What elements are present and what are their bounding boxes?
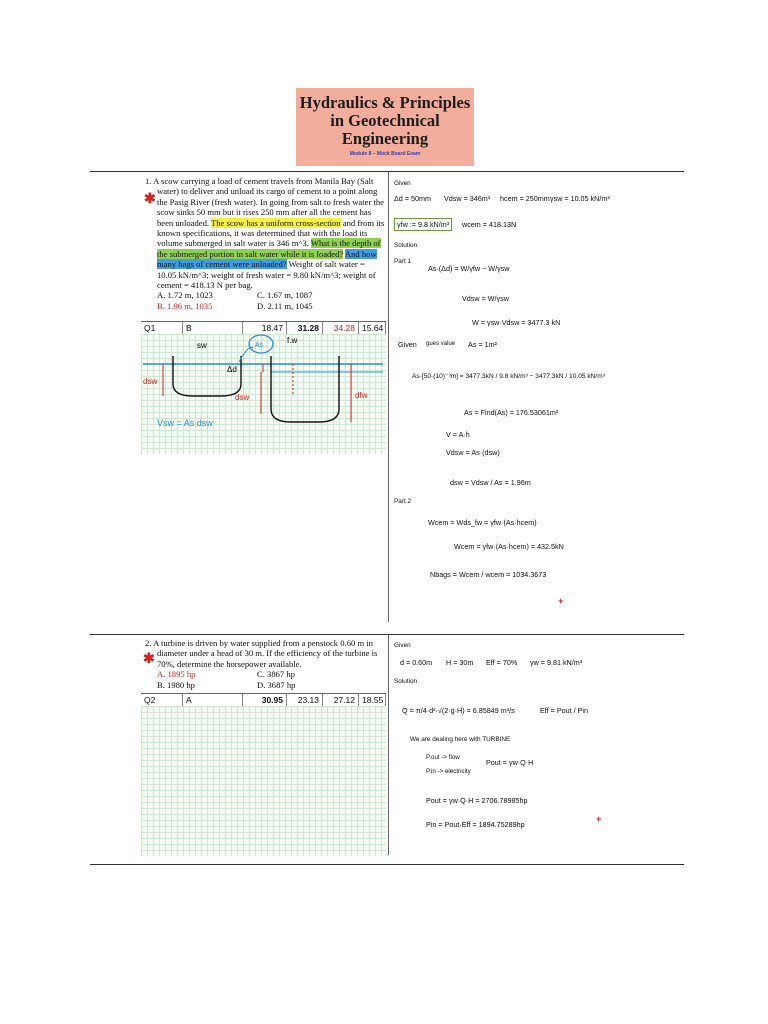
- q1-choice-c: C. 1.67 m, 1087: [257, 290, 313, 301]
- q1-table-val4: 15.64: [359, 322, 386, 334]
- label-vsw: Vsw = As dsw: [157, 418, 213, 428]
- q1-choice-a: A. 1.72 m, 1023: [157, 290, 213, 301]
- q2-table-val1: 30.95: [243, 694, 287, 706]
- q1-table-val3: 34.28: [323, 322, 359, 334]
- q1-given-vdsw: Vdsw = 346m³: [444, 194, 491, 203]
- q1-given-wcem: wcem = 418.13N: [462, 220, 517, 229]
- q2-eq4: P.out -> flow: [426, 754, 460, 761]
- q1-choices: [141, 290, 386, 311]
- q1-text-a: A scow carrying a load of cement travels from Manila Bay (Salt water) to deliver and unload its cargo of cement to a point along the Pasig River (fresh water). In going from salt to fresh water the scow sinks 50 mm but it rises 250 mm after all the cement has been unloaded.: [153, 176, 384, 228]
- q2-table-answer: A: [183, 694, 243, 706]
- label-fw: f.w: [287, 336, 298, 345]
- q1-given-gsw: γsw = 10.05 kN/m³: [550, 194, 610, 203]
- label-dsw2: dsw: [235, 393, 250, 402]
- q1-choice-b: B. 1.96 m, 1035: [157, 300, 213, 311]
- q1-eq8: Vdsw = As·(dsw): [446, 448, 500, 457]
- q1-eq4-given: Given: [398, 340, 417, 349]
- star-mark-icon-2: ✱: [143, 650, 155, 666]
- q2-choice-c: C. 3867 hp: [257, 669, 295, 680]
- q1-eq6: As = Find(As) = 176.53061m²: [464, 408, 559, 417]
- q2-eq5: P.in -> electricity: [426, 768, 471, 775]
- label-sw: sw: [197, 341, 207, 350]
- q2-graph-area: [141, 706, 386, 856]
- q1-part1-label: Part 1: [394, 258, 412, 265]
- q1-eq2: Vdsw = W/γsw: [462, 294, 509, 303]
- q1-highlight-yellow: The scow has a uniform cross-section: [211, 217, 341, 228]
- title-banner: [296, 88, 474, 166]
- q1-table-label: Q1: [141, 322, 183, 334]
- star-mark-icon: ✱: [144, 190, 156, 206]
- q1-eq11: Wcem = γfw·(As·hcem) = 432.5kN: [454, 542, 564, 551]
- q1-solution-label: Solution: [394, 242, 418, 249]
- q1-solution: [390, 176, 626, 626]
- q1-given-gfw: γfw := 9.8 kN/m³: [394, 218, 452, 231]
- q2-eq7: Pout = γw·Q·H = 2706.78985hp: [426, 796, 528, 805]
- q1-problem: [141, 176, 386, 311]
- q1-given-dd: Δd = 50mm: [394, 194, 431, 203]
- q1-table-val2: 31.28: [287, 322, 323, 334]
- q2-table-val2: 23.13: [287, 694, 323, 706]
- divider-q2: [388, 635, 389, 855]
- q2-table-label: Q2: [141, 694, 183, 706]
- q1-part2-label: Part 2: [394, 498, 412, 505]
- q1-number: 1.: [145, 176, 152, 186]
- q2-given-h: H = 30m: [446, 658, 474, 667]
- q2-eq6: Pout = γw·Q·H: [486, 758, 534, 767]
- q1-text-b: and from its known specifications, it was determined that with the load its volume submerged in salt water is 346 m^3.: [157, 217, 385, 249]
- q1-sketch-area: [141, 334, 386, 454]
- q1-eq1: As·(Δd) = W/γfw − W/γsw: [428, 264, 510, 273]
- q1-eq9: dsw = Vdsw / As = 1.96m: [450, 478, 531, 487]
- label-as: As: [255, 342, 264, 349]
- q2-number: 2.: [145, 638, 152, 648]
- q1-highlight-green: What is the depth of the submerged portion in salt water while it is loaded?: [157, 238, 381, 259]
- q2-eq3: We are dealing here with TURBINE: [410, 736, 511, 743]
- q2-choice-b: B. 1980 hp: [157, 679, 195, 690]
- divider-q1: [388, 172, 389, 622]
- q1-highlight-blue: And how many bags of cement were unloaded?: [157, 248, 377, 270]
- q2-table-val3: 27.12: [323, 694, 359, 706]
- q2-choices: [141, 669, 386, 690]
- q1-table-answer: B: [183, 322, 243, 334]
- q1-eq3: W = γsw·Vdsw = 3477.3 kN: [472, 318, 561, 327]
- q2-given-d: d = 0.60m: [400, 658, 433, 667]
- banner-title-line3: Engineering: [341, 129, 429, 148]
- q1-eq4-guess: gues value: [426, 341, 456, 347]
- q2-eq8: Pin = Pout·Eff = 1894.75289hp: [426, 820, 525, 829]
- q1-given-hcem: hcem = 250mm: [500, 194, 550, 203]
- q2-given-gw: γw = 9.81 kN/m³: [530, 658, 583, 667]
- q1-given-label: Given: [394, 180, 411, 187]
- q2-choice-d: D. 3687 hp: [257, 679, 296, 690]
- q2-solution: [390, 638, 626, 858]
- label-dsw: dsw: [143, 377, 158, 386]
- q1-text-c: Weight of salt water = 10.05 kN/m^3; weight of fresh water = 9.80 kN/m^3; weight of cement = 418.13 N per bag.: [157, 259, 376, 291]
- rule-bottom: [90, 864, 684, 865]
- rule-middle: [90, 634, 684, 635]
- label-dfw: dfw: [355, 391, 368, 400]
- q1-eq10: Wcem = Wds_fw = γfw·(As·hcem): [428, 518, 537, 527]
- q2-given-eff: Eff = 70%: [486, 658, 518, 667]
- q1-eq12: Nbags = Wcem / wcem = 1034.3673: [430, 570, 547, 579]
- banner-subtitle: Module 8 – Mock Board Exam: [349, 151, 421, 157]
- q1-eq4-as: As = 1m²: [468, 340, 497, 349]
- q1-table-val1: 18.47: [243, 322, 287, 334]
- q2-text-body: A turbine is driven by water supplied from a penstock 0.60 m in diameter under a head of 30 m. If the efficiency of the turbine is 70%, determine the horsepower available.: [153, 638, 378, 669]
- q2-text: [141, 638, 386, 669]
- rule-top: [90, 171, 684, 172]
- q2-given-label: Given: [394, 642, 411, 649]
- q2-table-val4: 18.55: [359, 694, 386, 706]
- q2-eq2: Eff = Pout / Pin: [540, 706, 589, 715]
- q2-choice-a: A. 1895 hp: [157, 669, 196, 680]
- q2-answer-table: [141, 693, 386, 707]
- q2-solution-label: Solution: [394, 678, 418, 685]
- cursor-cross-icon: +: [558, 596, 564, 606]
- q1-eq7: V = A·h: [446, 430, 470, 439]
- cursor-cross-icon-2: +: [596, 814, 602, 824]
- q2-problem: [141, 638, 386, 690]
- q1-choice-d: D. 2.11 m, 1045: [257, 300, 313, 311]
- banner-title-line1: Hydraulics & Principles: [299, 93, 471, 112]
- banner-title-line2: in Geotechnical: [330, 111, 440, 130]
- q1-sketch: [141, 334, 386, 454]
- q1-eq5: As·[50·(10)⁻³m] = 3477.3kN / 9.8 kN/m³ − 3477.3kN / 10.05 kN/m³: [412, 373, 605, 380]
- q1-answer-table: [141, 321, 386, 335]
- q1-text: [141, 176, 386, 290]
- label-dd: Δd: [227, 365, 237, 374]
- q2-eq1: Q = π/4·d²·√(2·g·H) = 6.85849 m³/s: [402, 706, 515, 715]
